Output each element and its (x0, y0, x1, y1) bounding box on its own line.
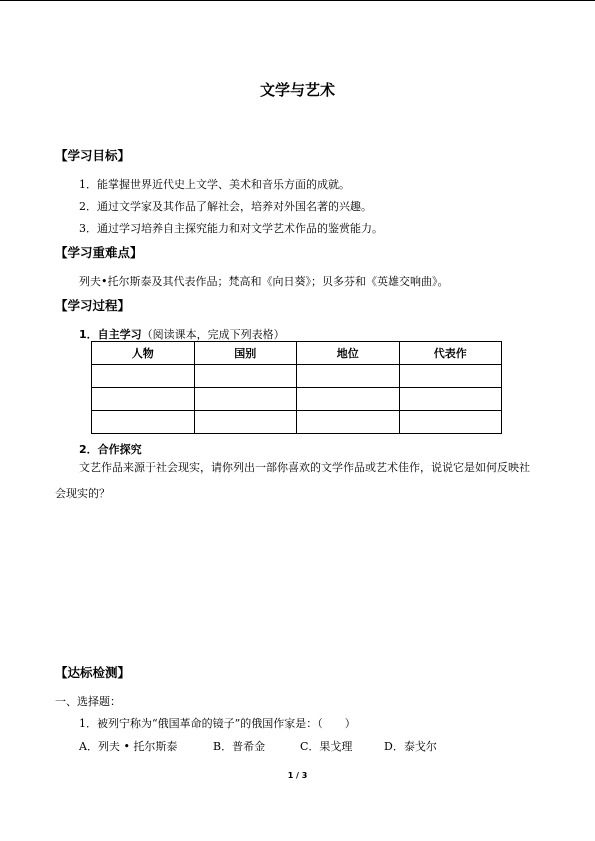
option-b[interactable]: B．普希金 (213, 740, 266, 753)
table-cell[interactable] (92, 388, 195, 411)
page-top-rule (0, 0, 595, 1)
cooperative-text: 文艺作品来源于社会现实，请你列出一部你喜欢的文学作品或艺术佳作，说说它是如何反映社会现实的？ (55, 461, 530, 500)
key-points-text: 列夫•托尔斯泰及其代表作品；梵高和《向日葵》；贝多芬和《英雄交响曲》。 (79, 275, 449, 288)
self-study-table (91, 341, 502, 434)
table-header-row (92, 342, 502, 365)
option-a[interactable]: A．列夫 • 托尔斯泰 (79, 740, 178, 753)
table-cell[interactable] (297, 411, 400, 434)
self-study-label: 1．自主学习 (79, 328, 142, 341)
choice-part-label: 一、选择题： (55, 695, 121, 708)
table-header-status: 地位 (297, 342, 400, 365)
table-header-person: 人物 (92, 342, 195, 365)
table-cell[interactable] (297, 388, 400, 411)
table-cell[interactable] (399, 411, 502, 434)
cooperative-label: 2．合作探究 (79, 443, 142, 456)
goal-item-1: 1．能掌握世界近代史上文学、美术和音乐方面的成就。 (79, 178, 350, 191)
goal-item-2: 2．通过文学家及其作品了解社会，培养对外国名著的兴趣。 (79, 200, 372, 213)
key-points-heading: 【学习重难点】 (55, 245, 143, 260)
option-c[interactable]: C．果戈理 (300, 740, 353, 753)
table-cell[interactable] (194, 411, 297, 434)
page-title: 文学与艺术 (259, 81, 335, 99)
table-row (92, 365, 502, 388)
table-cell[interactable] (194, 365, 297, 388)
self-study-line (79, 326, 285, 342)
table-header-country: 国别 (194, 342, 297, 365)
test-heading: 【达标检测】 (55, 665, 131, 680)
question-1-stem: 1．被列宁称为“俄国革命的镜子”的俄国作家是：（ ） (79, 717, 356, 730)
table-cell[interactable] (399, 365, 502, 388)
table-row (92, 411, 502, 434)
table-header-works: 代表作 (399, 342, 502, 365)
table-row (92, 388, 502, 411)
process-heading: 【学习过程】 (55, 298, 131, 313)
table-cell[interactable] (194, 388, 297, 411)
table-cell[interactable] (92, 411, 195, 434)
table-cell[interactable] (297, 365, 400, 388)
option-d[interactable]: D．泰戈尔 (384, 740, 437, 753)
goals-heading: 【学习目标】 (55, 148, 131, 163)
self-study-note: （阅读课本，完成下列表格） (141, 328, 285, 341)
page-number: 1 / 3 (287, 771, 308, 780)
goal-item-3: 3．通过学习培养自主探究能力和对文学艺术作品的鉴赏能力。 (79, 222, 383, 235)
table-cell[interactable] (92, 365, 195, 388)
table-cell[interactable] (399, 388, 502, 411)
